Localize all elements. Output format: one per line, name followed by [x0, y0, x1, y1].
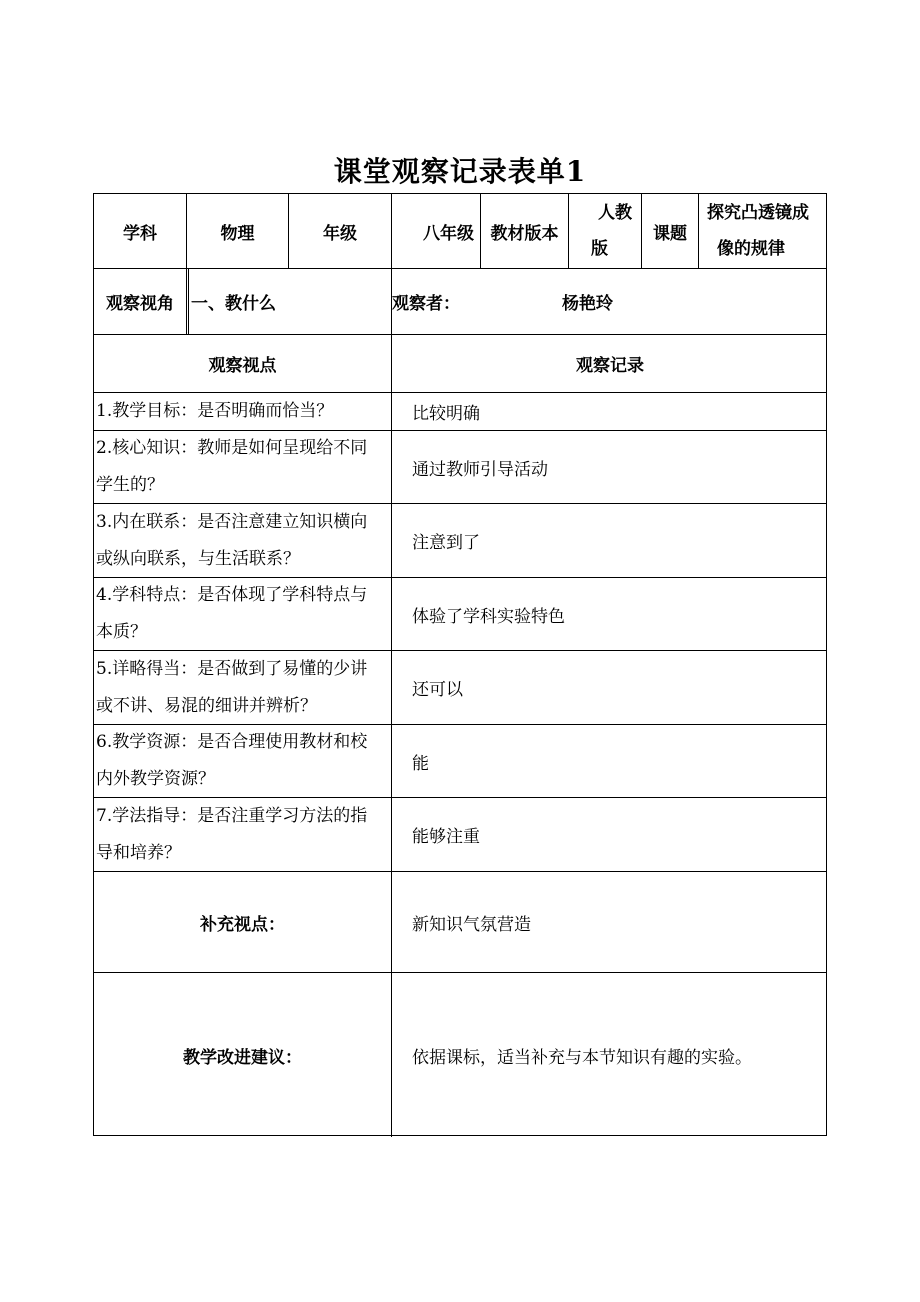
item-question — [94, 725, 391, 797]
grade-label: 年级 — [288, 194, 391, 268]
item-question-line-1: 4.学科特点：是否体现了学科特点与 — [96, 585, 368, 605]
topic-value-line-2: 像的规律 — [717, 239, 785, 259]
item-question — [94, 431, 391, 503]
item-question — [94, 798, 391, 871]
angle-value: 一、教什么 — [186, 269, 391, 334]
point-header: 观察视点 — [208, 356, 277, 376]
topic-value — [698, 194, 828, 268]
item-question-line-1: 2.核心知识：教师是如何呈现给不同 — [96, 438, 368, 458]
supplement-row — [94, 871, 826, 972]
observer-name: 杨艳玲 — [562, 294, 613, 314]
subject-label: 学科 — [123, 223, 157, 244]
improvement-value: 依据课标，适当补充与本节知识有趣的实验。 — [391, 973, 828, 1137]
item-question — [94, 651, 391, 724]
item-row — [94, 503, 826, 577]
item-record: 能 — [391, 725, 828, 797]
item-question-line-1: 6.教学资源：是否合理使用教材和校 — [96, 732, 368, 752]
item-question-line-2: 导和培养？ — [96, 842, 181, 863]
item-question-line-2: 学生的？ — [96, 475, 164, 495]
record-header: 观察记录 — [391, 335, 828, 392]
item-record: 比较明确 — [391, 393, 828, 430]
item-row — [94, 392, 826, 430]
item-question-line-1: 3.内在联系：是否注意建立知识横向 — [96, 511, 368, 532]
item-question — [94, 504, 391, 577]
item-row — [94, 650, 826, 724]
item-question-line-1: 5.详略得当：是否做到了易懂的少讲 — [96, 658, 368, 679]
item-row — [94, 724, 826, 797]
edition-value-line-2: 版 — [591, 239, 608, 259]
observation-table — [93, 193, 827, 1136]
edition-label: 教材版本 — [480, 194, 568, 268]
header-row — [94, 194, 826, 268]
observer-label: 观察者： — [392, 294, 460, 314]
column-header-row — [94, 334, 826, 392]
topic-value-line-1: 探究凸透镜成 — [707, 203, 809, 223]
improvement-label: 教学改进建议： — [183, 1047, 302, 1068]
item-question-line-2: 本质？ — [96, 622, 147, 642]
observer-row — [94, 268, 826, 334]
item-question-line-2: 内外教学资源？ — [96, 769, 215, 789]
item-record: 能够注重 — [391, 798, 828, 871]
item-question-line-2: 或纵向联系，与生活联系？ — [96, 548, 300, 569]
item-record: 还可以 — [391, 651, 828, 724]
angle-label: 观察视角 — [106, 294, 174, 314]
supplement-label: 补充视点： — [200, 914, 285, 935]
item-question-line-2: 或不讲、易混的细讲并辨析？ — [96, 695, 317, 716]
item-question-line-1: 7.学法指导：是否注重学习方法的指 — [96, 805, 368, 826]
item-record: 通过教师引导活动 — [391, 431, 828, 503]
item-record: 体验了学科实验特色 — [391, 578, 828, 650]
grade-value: 八年级 — [391, 194, 480, 268]
edition-value — [568, 194, 641, 268]
item-row — [94, 577, 826, 650]
item-question: 1.教学目标：是否明确而恰当？ — [96, 401, 334, 421]
item-row — [94, 430, 826, 503]
page-title: 课堂观察记录表单1 — [333, 155, 587, 188]
observer-cell — [391, 269, 828, 334]
improvement-row — [94, 972, 826, 1137]
topic-label: 课题 — [641, 194, 698, 268]
supplement-value: 新知识气氛营造 — [391, 872, 828, 972]
item-question — [94, 578, 391, 650]
edition-value-line-1: 人教 — [598, 203, 632, 223]
subject-value: 物理 — [186, 194, 288, 268]
item-record: 注意到了 — [391, 504, 828, 577]
item-row — [94, 797, 826, 871]
